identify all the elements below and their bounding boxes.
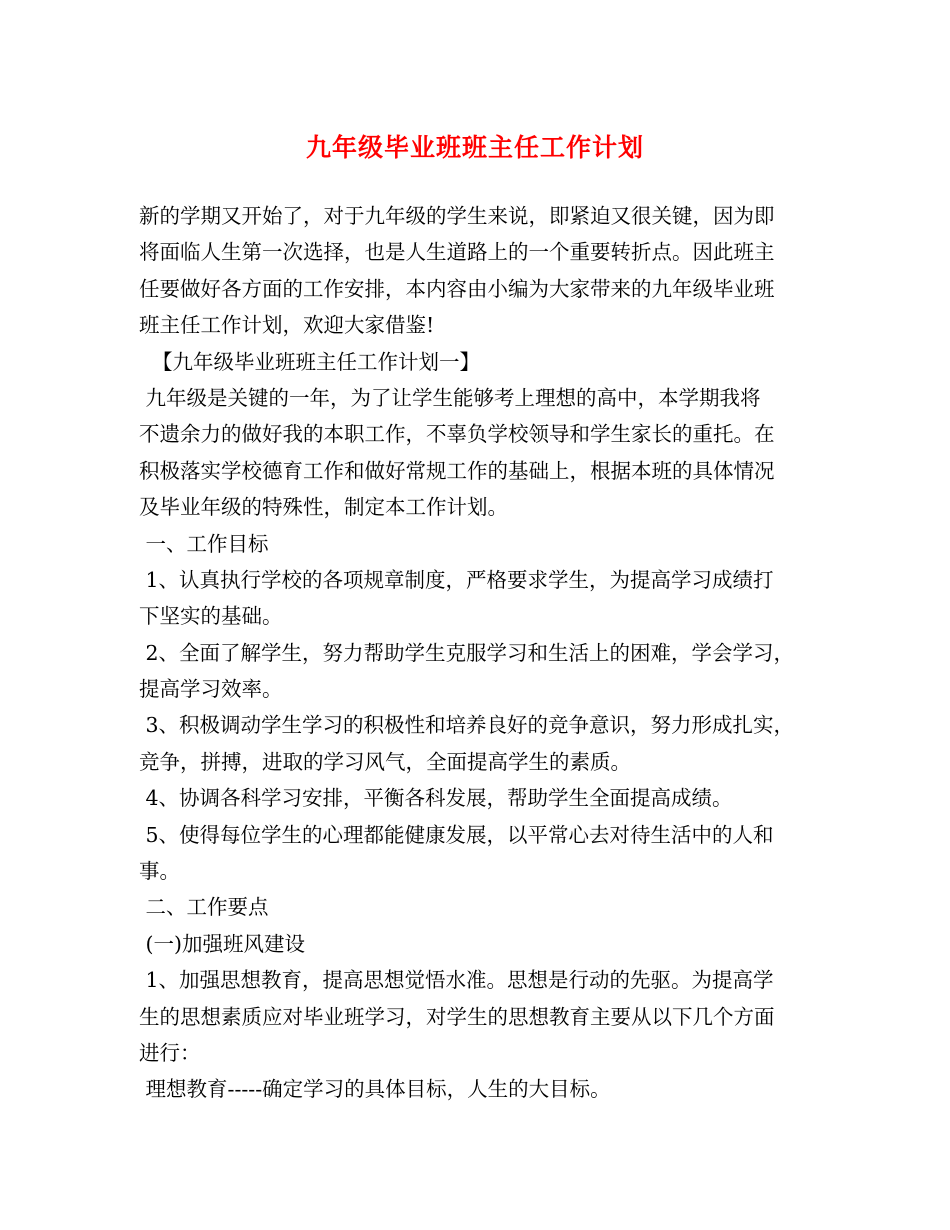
- body-line: 进行：: [139, 1040, 201, 1065]
- body-line: 5、使得每位学生的心理都能健康发展，以平常心去对待生活中的人和: [139, 822, 774, 847]
- subsection-heading: (一)加强班风建设: [139, 931, 306, 956]
- body-line: 及毕业年级的特殊性，制定本工作计划。: [139, 495, 508, 520]
- body-line: 下坚实的基础。: [139, 604, 283, 629]
- document-body: [139, 198, 814, 1108]
- body-line: 班主任工作计划，欢迎大家借鉴!: [139, 313, 435, 338]
- body-line: 将面临人生第一次选择，也是人生道路上的一个重要转折点。因此班主: [139, 240, 775, 265]
- document-title: 九年级毕业班班主任工作计划: [305, 133, 644, 162]
- body-line: 积极落实学校德育工作和做好常规工作的基础上，根据本班的具体情况: [139, 458, 775, 483]
- body-line: 新的学期又开始了，对于九年级的学生来说，即紧迫又很关键，因为即: [139, 204, 775, 228]
- section-heading-plan-one: 【九年级毕业班班主任工作计划一】: [139, 349, 481, 374]
- body-line: 2、全面了解学生，努力帮助学生克服学习和生活上的困难，学会学习，: [139, 640, 795, 665]
- section-heading-work-goals: 一、工作目标: [139, 531, 269, 556]
- body-line: 事。: [139, 859, 180, 884]
- body-line: 不遗余力的做好我的本职工作，不辜负学校领导和学生家长的重托。在: [139, 422, 775, 447]
- body-line: 提高学习效率。: [139, 677, 283, 702]
- body-line: 4、协调各科学习安排，平衡各科发展，帮助学生全面提高成绩。: [139, 786, 733, 811]
- body-line: 生的思想素质应对毕业班学习，对学生的思想教育主要从以下几个方面: [139, 1004, 775, 1029]
- body-line: 竞争，拼搏，进取的学习风气，全面提高学生的素质。: [139, 749, 631, 774]
- body-line: 理想教育-----确定学习的具体目标，人生的大目标。: [139, 1077, 611, 1102]
- section-heading-work-points: 二、工作要点: [139, 895, 269, 920]
- body-line: 九年级是关键的一年，为了让学生能够考上理想的高中，本学期我将: [139, 385, 761, 410]
- body-line: 1、加强思想教育，提高思想觉悟水准。思想是行动的先驱。为提高学: [139, 968, 774, 993]
- body-line: 任要做好各方面的工作安排，本内容由小编为大家带来的九年级毕业班: [139, 276, 775, 301]
- body-line: 3、积极调动学生学习的积极性和培养良好的竞争意识，努力形成扎实，: [139, 713, 795, 738]
- body-line: 1、认真执行学校的各项规章制度，严格要求学生，为提高学习成绩打: [139, 567, 774, 592]
